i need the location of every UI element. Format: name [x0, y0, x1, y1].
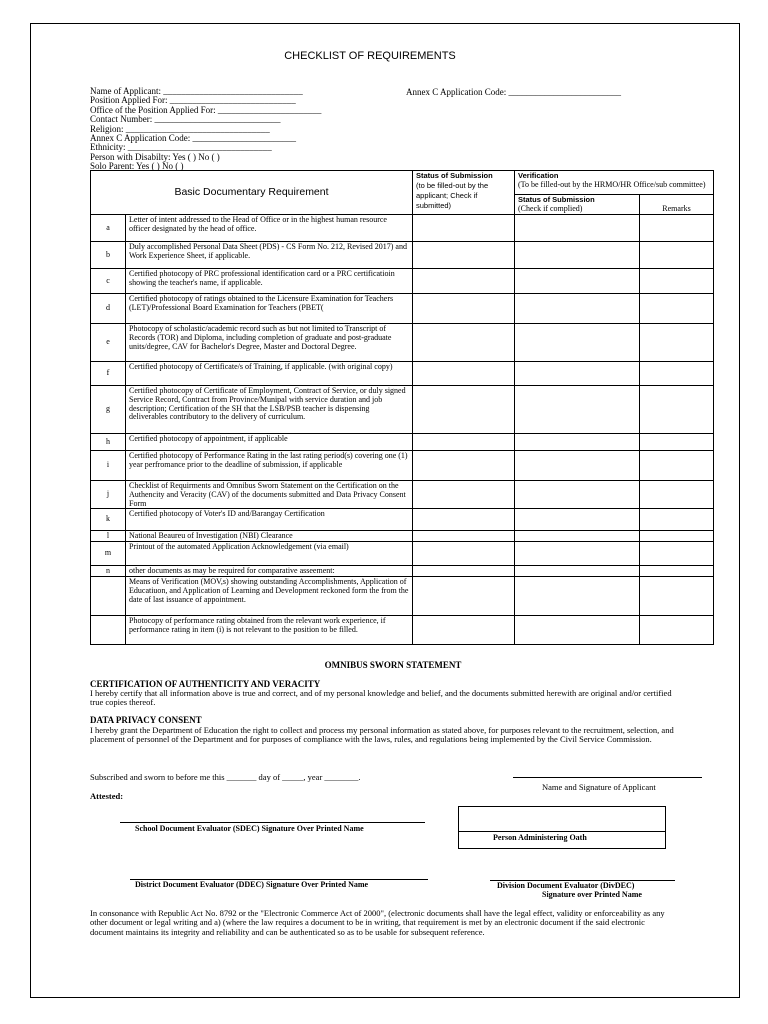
remarks-cell[interactable]: [640, 542, 714, 566]
remarks-cell[interactable]: [640, 269, 714, 294]
applicant-field: Religion: ________________________________: [90, 123, 270, 134]
table-row: [91, 294, 714, 324]
table-row: [91, 386, 714, 434]
status-complied-cell[interactable]: [515, 451, 640, 481]
table-row: [91, 451, 714, 481]
row-description: Photocopy of performance rating obtained from the relevant work experience, if performance rating in item (i) is not relevant to the position to be filled.: [126, 615, 413, 644]
status-submission-cell[interactable]: [413, 324, 515, 362]
status-complied-cell[interactable]: [515, 509, 640, 531]
row-description: Certified photocopy of ratings obtained to the Licensure Examination for Teachers (LET)/Professional Board Examination for Teachers (PBET(: [126, 294, 413, 324]
status-submission-cell[interactable]: [413, 434, 515, 451]
table-row: [91, 615, 714, 644]
status-submission-cell[interactable]: [413, 386, 515, 434]
row-description: Letter of intent addressed to the Head of Office or in the highest human resource officer designated by the head of office.: [126, 215, 413, 242]
footer-text: In consonance with Republic Act No. 8792 or the "Electronic Commerce Act of 2000", (electronic documents shall have the legal effect, validity or enforceability as any other document or legal writing and a) (where the law requires a document to be in writing, that requirement is met by an electronic document if the said electronic document maintains its integrity and reliability and can be authenticated so as to be usable for subsequent reference.: [90, 908, 665, 937]
page-title: CHECKLIST OF REQUIREMENTS: [284, 50, 456, 62]
row-description: National Beaureu of Investigation (NBI) Clearance: [126, 531, 413, 542]
status2-title: Status of Submission: [518, 195, 595, 204]
row-letter: [91, 615, 126, 644]
status-complied-cell[interactable]: [515, 615, 640, 644]
status-title: Status of Submission: [416, 171, 493, 180]
status-complied-cell[interactable]: [515, 294, 640, 324]
oath-divider: [458, 831, 666, 832]
row-description: Photocopy of scholastic/academic record such as but not limited to Transcript of Records (TOR) and Diploma, including completion of graduate and post-graduate units/degree, CAV for Bachelor's Degree, Master and Doctoral Degree.: [126, 324, 413, 362]
status-submission-cell[interactable]: [413, 615, 515, 644]
row-letter: [91, 576, 126, 615]
status-complied-cell[interactable]: [515, 242, 640, 269]
table-row: [91, 576, 714, 615]
status-submission-cell[interactable]: [413, 362, 515, 386]
row-description: Certified photocopy of PRC professional identification card or a PRC certificatioin showing the teacher's name, if applicable.: [126, 269, 413, 294]
cav-text: I hereby certify that all information above is true and correct, and of my personal knowledge and belief, and the documents submitted herewith are original and/or certified true copies thereof.: [90, 688, 672, 708]
table-row: [91, 566, 714, 577]
header-status-submission: [413, 171, 515, 215]
status-complied-cell[interactable]: [515, 566, 640, 577]
remarks-cell[interactable]: [640, 386, 714, 434]
row-letter: n: [91, 566, 126, 577]
applicant-signature-line: [513, 777, 702, 778]
header-status-complied: [515, 195, 640, 215]
applicant-field: Office of the Position Applied For: _______________________: [90, 104, 322, 115]
divdec-label: Division Document Evaluator (DivDEC): [497, 881, 635, 890]
status2-sub: (Check if complied): [518, 204, 583, 213]
row-description: Checklist of Requirments and Omnibus Sworn Statement on the Certification on the Authencity and Veracity (CAV) of the documents submitted and Data Privacy Consent Form: [126, 481, 413, 509]
table-row: [91, 242, 714, 269]
row-letter: m: [91, 542, 126, 566]
remarks-cell[interactable]: [640, 362, 714, 386]
applicant-field: Person with Disabilty: Yes ( ) No ( ): [90, 151, 220, 162]
status-submission-cell[interactable]: [413, 576, 515, 615]
row-letter: g: [91, 386, 126, 434]
row-letter: d: [91, 294, 126, 324]
table-row: [91, 542, 714, 566]
remarks-cell[interactable]: [640, 451, 714, 481]
status-complied-cell[interactable]: [515, 324, 640, 362]
header-verification: [515, 171, 714, 195]
table-row: [91, 481, 714, 509]
status-submission-cell[interactable]: [413, 542, 515, 566]
remarks-cell[interactable]: [640, 509, 714, 531]
remarks-cell[interactable]: [640, 324, 714, 362]
remarks-cell[interactable]: [640, 615, 714, 644]
ddec-label: District Document Evaluator (DDEC) Signature Over Printed Name: [135, 880, 369, 889]
row-letter: j: [91, 481, 126, 509]
status-submission-cell[interactable]: [413, 509, 515, 531]
remarks-cell[interactable]: [640, 531, 714, 542]
status-submission-cell[interactable]: [413, 269, 515, 294]
divdec-sublabel: Signature over Printed Name: [542, 890, 642, 899]
row-letter: e: [91, 324, 126, 362]
status-sub: (to be filled-out by the applicant; Check if submitted): [416, 181, 489, 210]
row-description: Certified photocopy of Certificate of Employment, Contract of Service, or duly signed Service Record, Contract from Province/Munipal with service duration and job description; Certification of the SH that the LSB/PSB teacher is dispensing deliverables contributory to the delivery of curriculum.: [126, 386, 413, 434]
status-complied-cell[interactable]: [515, 576, 640, 615]
remarks-cell[interactable]: [640, 576, 714, 615]
header-basic-requirement: Basic Documentary Requirement: [91, 171, 413, 215]
attested-label: Attested:: [90, 791, 124, 801]
status-submission-cell[interactable]: [413, 215, 515, 242]
cav-title: CERTIFICATION OF AUTHENTICITY AND VERACITY: [90, 679, 321, 689]
sdec-label: School Document Evaluator (SDEC) Signature Over Printed Name: [135, 824, 364, 833]
privacy-text: I hereby grant the Department of Education the right to collect and process my personal information as stated above, for purposes relevant to the recruitment, selection, and placement of personnel of the Department and for purposes of compliance with the laws, rules, and regulations being implemented by the Civil Service Commission.: [90, 725, 674, 745]
row-letter: b: [91, 242, 126, 269]
row-letter: l: [91, 531, 126, 542]
status-complied-cell[interactable]: [515, 269, 640, 294]
table-row: [91, 215, 714, 242]
row-letter: c: [91, 269, 126, 294]
table-row: [91, 324, 714, 362]
sdec-signature-line: [120, 822, 425, 823]
row-description: Printout of the automated Application Acknowledgement (via email): [126, 542, 413, 566]
remarks-cell[interactable]: [640, 242, 714, 269]
status-submission-cell[interactable]: [413, 481, 515, 509]
oath-box: [458, 806, 666, 849]
remarks-cell[interactable]: [640, 294, 714, 324]
row-description: Certified photocopy of appointment, if applicable: [126, 434, 413, 451]
status-submission-cell[interactable]: [413, 242, 515, 269]
row-description: Certified photocopy of Performance Rating in the last rating period(s) covering one (1) year perfromance prior to the deadline of submission, if applicable: [126, 451, 413, 481]
header-remarks: Remarks: [640, 195, 714, 215]
annex-code-right: Annex C Application Code: _________________________: [406, 87, 621, 97]
remarks-cell[interactable]: [640, 566, 714, 577]
row-letter: a: [91, 215, 126, 242]
applicant-signature-label: Name and Signature of Applicant: [542, 782, 656, 792]
row-description: Certified photocopy of Certificate/s of Training, if applicable. (with original copy): [126, 362, 413, 386]
row-letter: k: [91, 509, 126, 531]
status-complied-cell[interactable]: [515, 531, 640, 542]
oath-label: Person Administering Oath: [493, 833, 587, 842]
table-row: [91, 531, 714, 542]
requirements-table: [90, 170, 714, 645]
status-complied-cell[interactable]: [515, 542, 640, 566]
table-row: [91, 509, 714, 531]
applicant-fields: [90, 87, 321, 172]
table-row: [91, 269, 714, 294]
verification-sub: (To be filled-out by the HRMO/HR Office/sub committee): [518, 180, 706, 189]
remarks-cell[interactable]: [640, 434, 714, 451]
applicant-field: Solo Parent: Yes ( ) No ( ): [90, 161, 184, 172]
status-submission-cell[interactable]: [413, 566, 515, 577]
verification-title: Verification: [518, 171, 559, 180]
status-submission-cell[interactable]: [413, 531, 515, 542]
applicant-field: Position Applied For: ____________________________: [90, 95, 296, 106]
applicant-field: Name of Applicant: _______________________________: [90, 86, 303, 96]
remarks-cell[interactable]: [640, 481, 714, 509]
row-description: Certified photocopy of Voter's ID and/Barangay Certification: [126, 509, 413, 531]
applicant-field: Ethnicity: ________________________________: [90, 142, 272, 153]
applicant-field: Annex C Application Code: _______________________: [90, 133, 296, 144]
status-complied-cell[interactable]: [515, 386, 640, 434]
row-description: other documents as may be required for comparative asseement:: [126, 566, 413, 577]
privacy-title: DATA PRIVACY CONSENT: [90, 715, 202, 725]
status-complied-cell[interactable]: [515, 362, 640, 386]
row-letter: h: [91, 434, 126, 451]
row-description: Duly accomplished Personal Data Sheet (PDS) - CS Form No. 212, Revised 2017) and Work Experience Sheet, if applicable.: [126, 242, 413, 269]
table-row: [91, 434, 714, 451]
omnibus-title: OMNIBUS SWORN STATEMENT: [324, 660, 462, 670]
status-complied-cell[interactable]: [515, 215, 640, 242]
row-letter: i: [91, 451, 126, 481]
status-complied-cell[interactable]: [515, 434, 640, 451]
table-row: [91, 362, 714, 386]
row-description: Means of Verification (MOV,s) showing outstanding Accomplishments, Application of Educatiuon, and Application of Learning and Development reckoned form the from the date of last issuance of appointment.: [126, 576, 413, 615]
applicant-field: Contact Number: ____________________________: [90, 114, 281, 125]
status-submission-cell[interactable]: [413, 451, 515, 481]
status-complied-cell[interactable]: [515, 481, 640, 509]
subscribed-text: Subscribed and sworn to before me this _______ day of _____, year ________.: [90, 772, 361, 782]
remarks-cell[interactable]: [640, 215, 714, 242]
status-submission-cell[interactable]: [413, 294, 515, 324]
row-letter: f: [91, 362, 126, 386]
